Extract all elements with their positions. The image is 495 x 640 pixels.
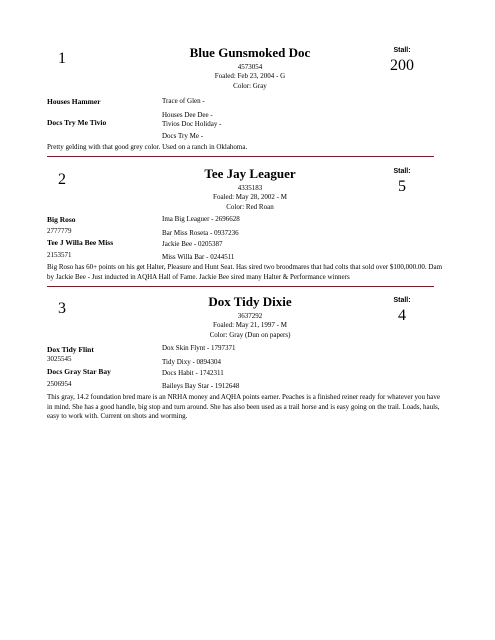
- registration-number: 4573054: [237, 63, 263, 71]
- horse-description: This gray, 14.2 foundation bred mare is an NRHA money and AQHA points earner. Peaches is a finished reiner ready for whatever you have in mind. She has a good handle, big stop and turn around. She has also been used as a trail horse and is easy going on the trail. Loads, hauls, easy to work with. Current on shots and worming.: [47, 393, 440, 420]
- sire-registration: 3025545: [47, 355, 72, 363]
- pedigree-line: Baileys Bay Star - 1912648: [162, 382, 240, 390]
- foaled-date: Foaled: May 21, 1997 - M: [213, 321, 287, 329]
- sire-registration: 2777779: [47, 227, 72, 235]
- stall-number: 4: [398, 307, 406, 324]
- horse-color: Color: Gray: [233, 82, 267, 90]
- stall-label: Stall:: [393, 168, 411, 175]
- dam-name: Tee J Willa Bee Miss: [47, 238, 114, 247]
- dam-registration: 2153571: [47, 251, 72, 259]
- pedigree-line: Bar Miss Roseta - 0937236: [162, 229, 239, 237]
- sire-name: Dox Tidy Flint: [47, 345, 94, 354]
- lot-number: 3: [58, 300, 66, 317]
- horse-name: Tee Jay Leaguer: [204, 166, 296, 181]
- horse-name: Dox Tidy Dixie: [208, 294, 292, 309]
- dam-registration: 2506954: [47, 380, 72, 388]
- pedigree-line: Tidy Dixy - 0894304: [162, 358, 222, 366]
- pedigree-line: Ima Big Leaguer - 2696628: [162, 215, 240, 223]
- horse-description: Big Roso has 60+ points on his get Halter, Pleasure and Hunt Seat. Has sired two broodmares that had colts that sold over $100,000.00. Dam by Jackie Bee - Just inducted in AQHA Hall of Fame. Jackie Bee sired many Halter & Performance winners: [47, 263, 443, 281]
- horse-name: Blue Gunsmoked Doc: [189, 45, 311, 60]
- pedigree-line: Tivios Doc Holiday -: [162, 120, 222, 128]
- horse-description: Pretty gelding with that good grey color. Used on a ranch in Oklahoma.: [47, 143, 248, 151]
- stall-number: 200: [390, 57, 414, 74]
- stall-label: Stall:: [393, 297, 411, 304]
- dam-name: Docs Try Me Tivio: [47, 118, 107, 127]
- lot-number: 1: [58, 50, 66, 67]
- pedigree-line: Docs Habit - 1742311: [162, 369, 224, 377]
- foaled-date: Foaled: Feb 23, 2004 - G: [214, 72, 286, 80]
- pedigree-line: Trace of Glen -: [162, 97, 205, 105]
- dam-name: Docs Gray Star Bay: [47, 367, 111, 376]
- pedigree-line: Docs Try Me -: [162, 132, 204, 140]
- entry-divider: [47, 156, 434, 157]
- horse-color: Color: Red Roan: [226, 203, 274, 211]
- foaled-date: Foaled: May 28, 2002 - M: [213, 193, 287, 201]
- pedigree-line: Miss Willa Bar - 0244511: [162, 253, 235, 261]
- pedigree-line: Dox Skin Flynt - 1797371: [162, 344, 236, 352]
- stall-number: 5: [398, 178, 406, 195]
- stall-label: Stall:: [393, 47, 411, 54]
- pedigree-line: Houses Dee Dee -: [162, 111, 213, 119]
- entry-divider: [47, 286, 434, 287]
- pedigree-line: Jackie Bee - 0205387: [162, 240, 223, 248]
- horse-color: Color: Gray (Dun on papers): [209, 331, 291, 339]
- registration-number: 4335183: [237, 184, 263, 192]
- registration-number: 3637292: [237, 312, 263, 320]
- sire-name: Big Roso: [47, 215, 76, 224]
- sire-name: Houses Hammer: [47, 97, 101, 106]
- lot-number: 2: [58, 171, 66, 188]
